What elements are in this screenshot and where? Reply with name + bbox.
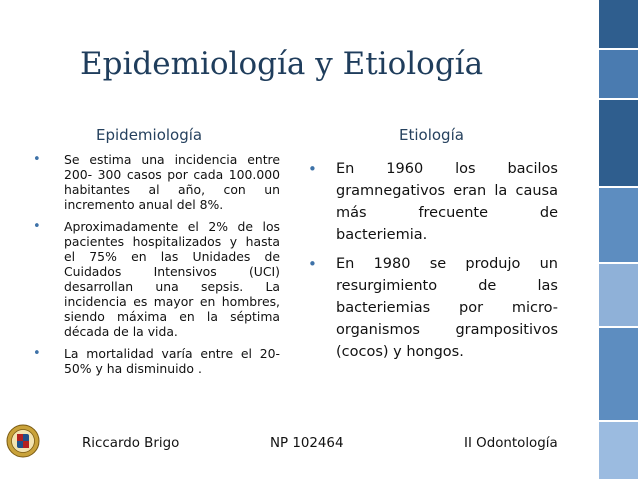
bullet-item bbox=[33, 152, 280, 212]
epidemiology-bullet-list bbox=[33, 152, 280, 383]
footer-author: Riccardo Brigo bbox=[82, 436, 180, 451]
bullet-item bbox=[308, 253, 558, 363]
decor-square bbox=[599, 188, 638, 262]
bullet-text: En 1980 se produjo un resurgimiento de las bacteriemias por micro-organismos grampositivos (cocos) y hongos. bbox=[336, 256, 558, 360]
bullet-text: Se estima una incidencia entre 200- 300 casos por cada 100.000 habitantes al año, con un incremento anual del 8%. bbox=[64, 152, 280, 212]
footer-id: NP 102464 bbox=[270, 436, 344, 451]
bullet-item bbox=[33, 219, 280, 339]
decor-square bbox=[599, 264, 638, 326]
footer-course: II Odontología bbox=[464, 436, 558, 451]
bullet-icon: • bbox=[33, 346, 41, 361]
etiology-bullet-list bbox=[308, 158, 558, 370]
bullet-text: En 1960 los bacilos gramnegativos eran la causa más frecuente de bacteriemia. bbox=[336, 161, 558, 243]
bullet-text: La mortalidad varía entre el 20-50% y ha disminuido . bbox=[64, 346, 280, 376]
bullet-icon: • bbox=[308, 255, 317, 273]
right-column-heading: Etiología bbox=[399, 126, 464, 144]
decor-square bbox=[599, 328, 638, 420]
slide-title: Epidemiología y Etiología bbox=[80, 46, 484, 82]
university-seal-icon bbox=[6, 424, 40, 458]
bullet-item bbox=[33, 346, 280, 376]
bullet-text: Aproximadamente el 2% de los pacientes hospitalizados y hasta el 75% en las Unidades de Cuidados Intensivos (UCI) desarrollan una sepsis. La incidencia es mayor en hombres, siendo máxima en la séptima década de la vida. bbox=[64, 219, 280, 339]
decor-square bbox=[599, 100, 638, 186]
bullet-icon: • bbox=[308, 160, 317, 178]
bullet-item bbox=[308, 158, 558, 246]
decor-square bbox=[599, 0, 638, 48]
decor-square bbox=[599, 422, 638, 479]
decor-square bbox=[599, 50, 638, 98]
bullet-icon: • bbox=[33, 219, 41, 234]
left-column-heading: Epidemiología bbox=[96, 126, 203, 144]
bullet-icon: • bbox=[33, 152, 41, 167]
